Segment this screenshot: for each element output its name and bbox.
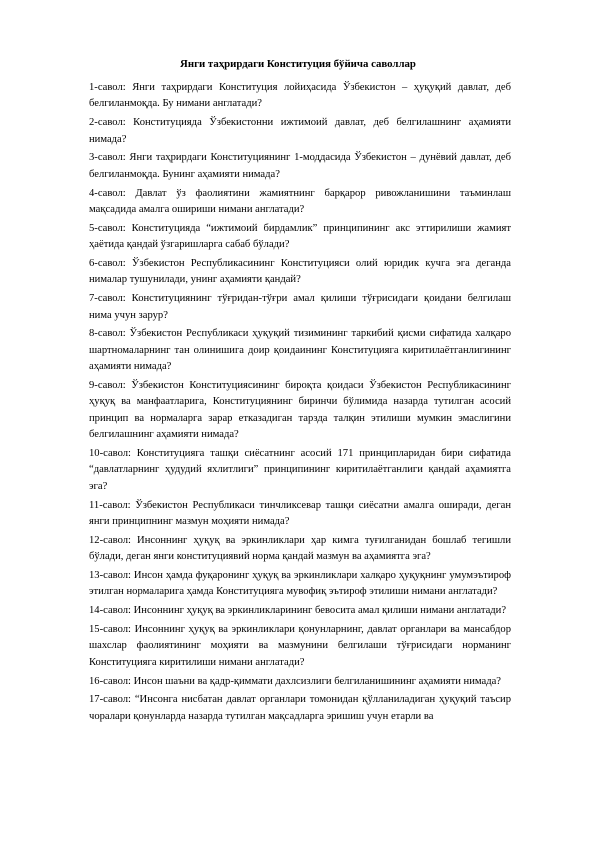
question-13: 13-савол: Инсон ҳамда фуқаронинг ҳуқуқ ва эркинликлари халқаро ҳуқуқнинг умумэътироф этилган нормаларига ҳамда Конституцияга мувофиқ эътироф этилиши нимани англатади? (89, 570, 511, 598)
question-7: 7-савол: Конституциянинг тўғридан-тўғри амал қилиши тўғрисидаги қоидани белгилаш нима учун зарур? (89, 293, 511, 321)
question-9: 9-савол: Ўзбекистон Конституциясининг бироқта қоидаси Ўзбекистон Республикасининг ҳуқуқ ва манфаатларига, Конституциянинг биринчи бўлимида назарда тутилган асосий принцип ва нормаларга зарар етказадиган тарзда талқин этилиши мумкин эмаслигини белгилашнинг аҳамияти нимада? (89, 380, 511, 441)
document-title: Янги таҳрирдаги Конституция бўйича саволлар (180, 58, 416, 70)
question-16: 16-савол: Инсон шаъни ва қадр-қиммати дахлсизлиги белгиланишининг аҳамияти нимада? (89, 675, 502, 687)
question-10: 10-савол: Конституцияга ташқи сиёсатнинг асосий 171 принципларидан бири сифатида “давлатларнинг ҳудудий яхлитлиги” принципининг киритилаётганлиги қандай аҳамиятга эга? (89, 448, 511, 492)
question-6: 6-савол: Ўзбекистон Республикасининг Конституцияси олий юридик кучга эга деганда нималар тушунилади, унинг аҳамияти қандай? (89, 258, 511, 286)
question-list (89, 80, 511, 728)
question-15: 15-савол: Инсоннинг ҳуқуқ ва эркинликлари қонунларнинг, давлат органлари ва мансабдор шахслар фаолиятининг моҳияти ва мазмунини белгилаши тўғрисидаги норманинг Конституцияга киритилиши нимани англатади? (89, 624, 511, 668)
question-4: 4-савол: Давлат ўз фаолиятини жамиятнинг барқарор ривожланишини таъминлаш мақсадида амалга ошириши нимани англатади? (89, 187, 511, 216)
question-3: 3-савол: Янги таҳрирдаги Конституциянинг 1-моддасида Ўзбекистон – дунёвий давлат, деб белгиланмоқда. Бунинг аҳамияти нимада? (89, 152, 511, 180)
question-2: 2-савол: Конституцияда Ўзбекистонни ижтимоий давлат, деб белгилашнинг аҳамияти нимада? (89, 117, 511, 145)
question-14: 14-савол: Инсоннинг ҳуқуқ ва эркинликларининг бевосита амал қилиши нимани англатади? (89, 605, 507, 617)
question-11: 11-савол: Ўзбекистон Республикаси тинчликсевар ташқи сиёсатни амалга оширади, деган янги принципнинг мазмун моҳияти нимада? (89, 499, 511, 528)
question-5: 5-савол: Конституцияда “ижтимоий бирдамлик” принципининг акс эттирилиши жамият ҳаётида қандай ўзгаришларга сабаб бўлади? (89, 222, 511, 251)
question-12: 12-савол: Инсоннинг ҳуқуқ ва эркинликлари ҳар кимга туғилганидан бошлаб тегишли бўлади, деган янги конституциявий норма қандай мазмун ва аҳамиятга эга? (89, 534, 511, 563)
question-17: 17-савол: “Инсонга нисбатан давлат органлари томонидан қўлланиладиган ҳуқуқий таъсир чоралари қонунларда назарда тутилган мақсадларга эришиш учун етарли ва (89, 694, 511, 722)
question-1: 1-савол: Янги таҳрирдаги Конституция лойиҳасида Ўзбекистон – ҳуқуқий давлат, деб белгиланмоқда. Бу нимани англатади? (89, 82, 511, 110)
question-8: 8-савол: Ўзбекистон Республикаси ҳуқуқий тизимининг таркибий қисми сифатида халқаро шартномаларнинг тан олинишига доир қоидаининг Конституцияга киритилаётганлигининг аҳамияти нимада? (89, 328, 511, 373)
